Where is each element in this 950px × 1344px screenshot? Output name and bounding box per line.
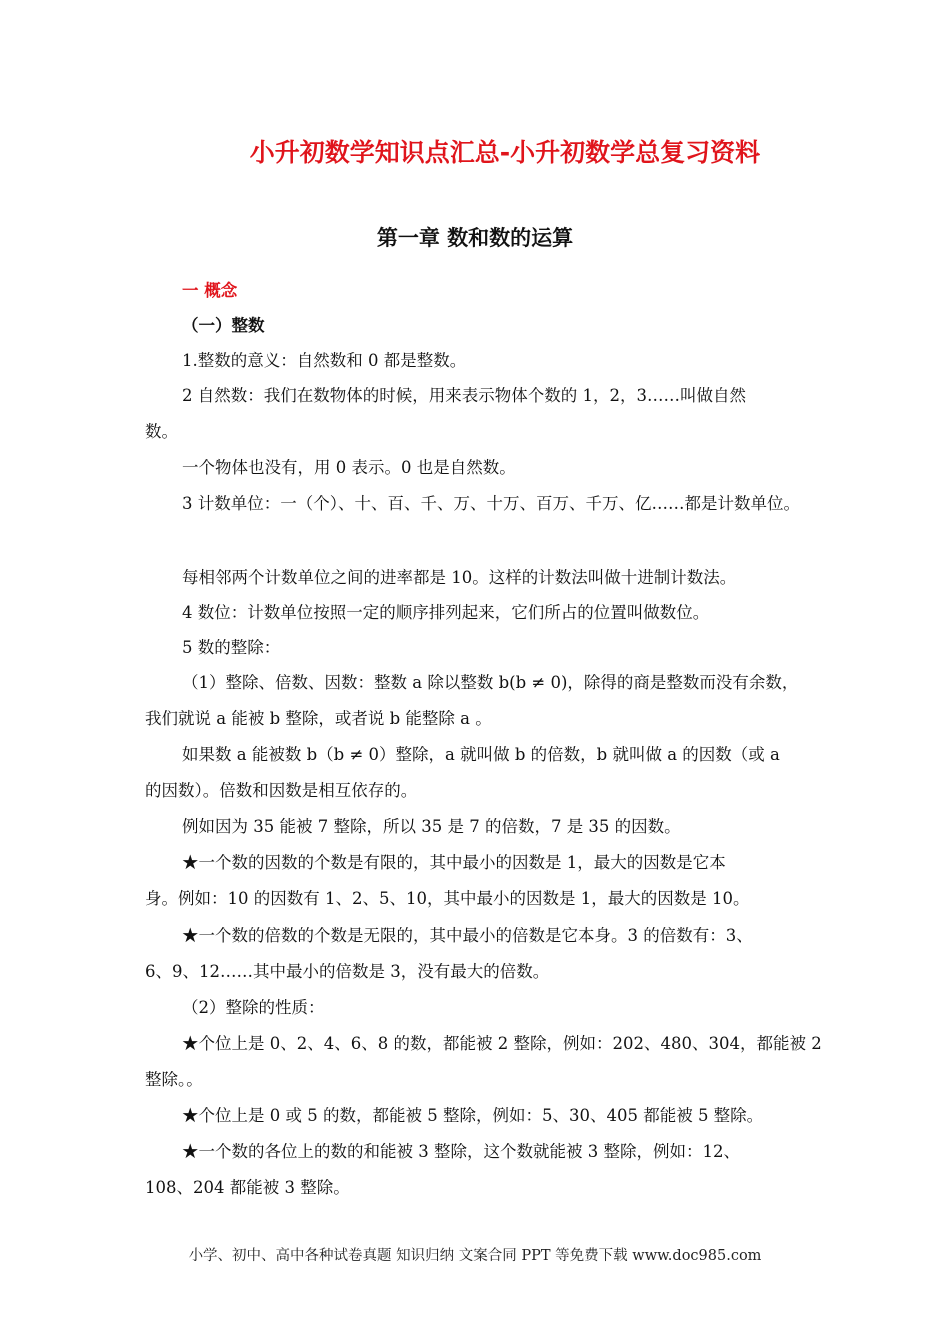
text-line: 数。 — [145, 422, 178, 441]
text-line: （1）整除、倍数、因数：整数 a 除以整数 b(b ≠ 0)，除得的商是整数而没有余数， — [182, 673, 799, 692]
text-line: 身。例如：10 的因数有 1、2、5、10，其中最小的因数是 1，最大的因数是 10。 — [145, 889, 750, 908]
text-line: 6、9、12……其中最小的倍数是 3，没有最大的倍数。 — [145, 962, 550, 981]
text-line: 2 自然数：我们在数物体的时候，用来表示物体个数的 1，2，3……叫做自然 — [182, 386, 746, 405]
text-line: ★一个数的因数的个数是有限的，其中最小的因数是 1，最大的因数是它本 — [182, 853, 726, 872]
text-line: 的因数）。倍数和因数是相互依存的。 — [145, 781, 418, 800]
text-line: 3 计数单位：一（个）、十、百、千、万、十万、百万、千万、亿……都是计数单位。 — [182, 494, 800, 513]
text-line: 我们就说 a 能被 b 整除，或者说 b 能整除 a 。 — [145, 709, 492, 728]
text-line: （2）整除的性质： — [182, 998, 325, 1017]
text-line: ★个位上是 0、2、4、6、8 的数，都能被 2 整除，例如：202、480、304，都能被 2 — [182, 1034, 822, 1053]
section-heading: 一 概念 — [182, 281, 238, 300]
text-line: 4 数位：计数单位按照一定的顺序排列起来，它们所占的位置叫做数位。 — [182, 603, 710, 622]
text-line: 整除。。 — [145, 1070, 203, 1089]
text-line: ★个位上是 0 或 5 的数，都能被 5 整除，例如：5、30、405 都能被 5 整除。 — [182, 1106, 764, 1125]
text-line: ★一个数的倍数的个数是无限的，其中最小的倍数是它本身。3 的倍数有：3、 — [182, 926, 753, 945]
text-line: 如果数 a 能被数 b（b ≠ 0）整除，a 就叫做 b 的倍数，b 就叫做 a 的因数（或 a — [182, 745, 780, 764]
text-line: 例如因为 35 能被 7 整除，所以 35 是 7 的倍数，7 是 35 的因数。 — [182, 817, 681, 836]
text-line: 108、204 都能被 3 整除。 — [145, 1178, 350, 1197]
subsection-heading: （一）整数 — [182, 316, 265, 335]
chapter-heading: 第一章 数和数的运算 — [376, 226, 574, 250]
document-title: 小升初数学知识点汇总-小升初数学总复习资料 — [249, 138, 761, 167]
text-line: 每相邻两个计数单位之间的进率都是 10。这样的计数法叫做十进制计数法。 — [182, 568, 737, 587]
text-line: 1.整数的意义：自然数和 0 都是整数。 — [182, 351, 467, 370]
text-line: 5 数的整除： — [182, 638, 281, 657]
page-footer: 小学、初中、高中各种试卷真题 知识归纳 文案合同 PPT 等免费下载 www.doc985.com — [188, 1248, 762, 1264]
text-line: 一个物体也没有，用 0 表示。0 也是自然数。 — [182, 458, 516, 477]
text-line: ★一个数的各位上的数的和能被 3 整除，这个数就能被 3 整除，例如：12、 — [182, 1142, 740, 1161]
